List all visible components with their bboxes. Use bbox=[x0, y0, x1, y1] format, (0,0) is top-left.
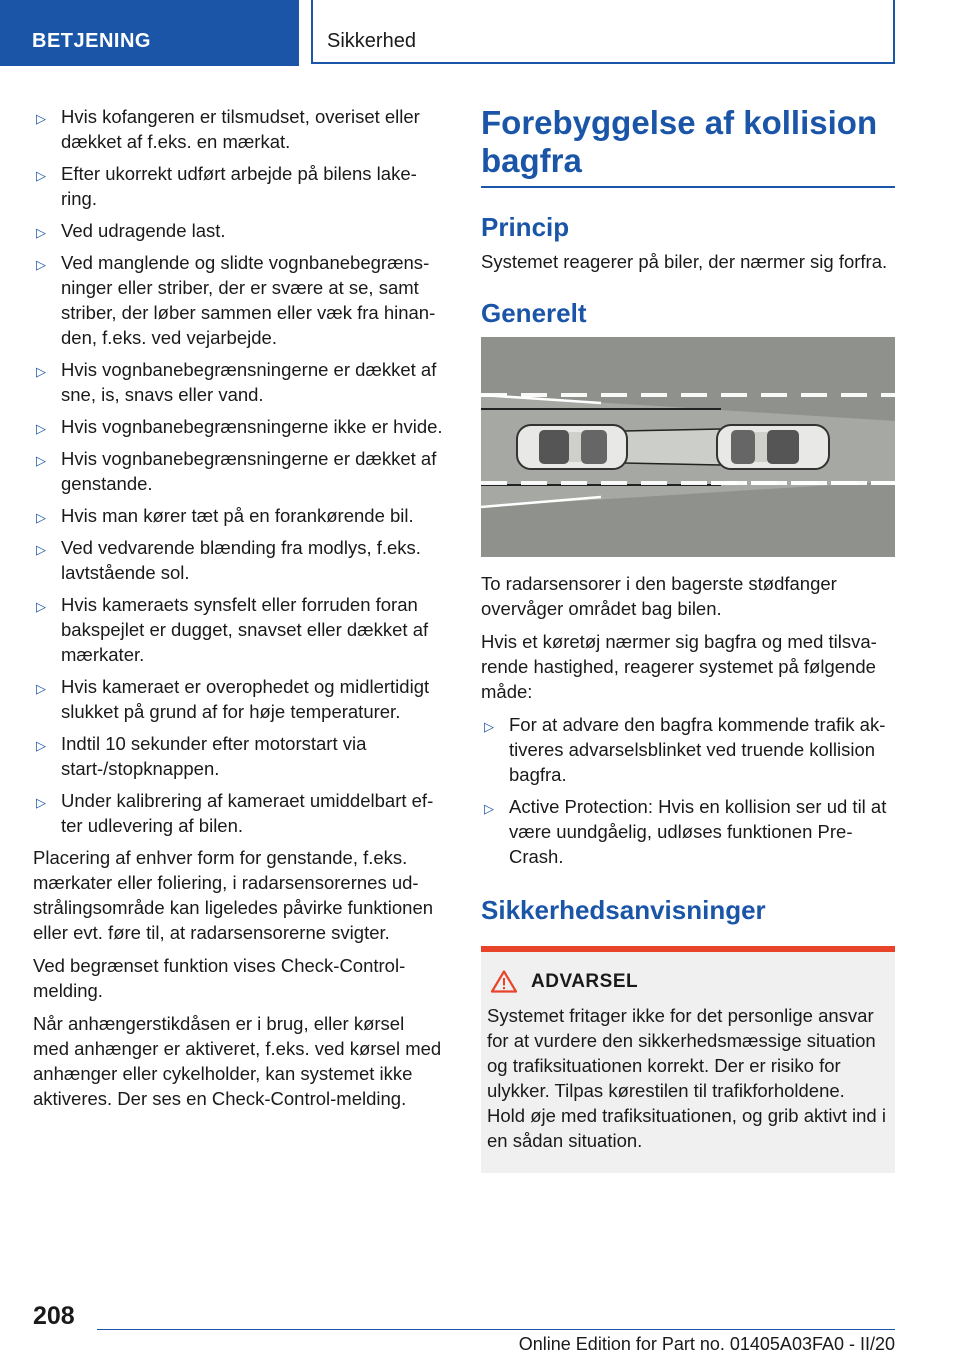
principle-text: Systemet reagerer på biler, der nærmer sig forfra. bbox=[481, 251, 888, 272]
list-item: ▷ Hvis vognbanebegrænsningerne ikke er hvide. bbox=[33, 414, 445, 439]
list-item: ▷ Ved vedvarende blænding fra modlys, f.eks. lavtstående sol. bbox=[36, 537, 421, 583]
warning-text: Systemet fritager ikke for det personlige ansvar for at vurdere den sikkerhedsmæssige situation og trafiksituationen korrekt. Der er risiko for ulykker. Tilpas kørestilen til trafikforholdene. Hold øje med trafiksituationen, og grib aktivt ind i en sådan situation. bbox=[487, 1005, 886, 1151]
list-item: ▷ Active Protection: Hvis en kollision ser ud til at være uundgåelig, udløses funktionen Pre-Crash. bbox=[484, 796, 887, 867]
list-item: ▷ Indtil 10 sekunder efter motorstart via start-/stopknappen. bbox=[36, 733, 367, 779]
safety-heading: Sikkerhedsanvisninger bbox=[481, 895, 766, 925]
triangle-bullet-icon: ▷ bbox=[36, 453, 46, 468]
list-item: ▷ Hvis kofangeren er tilsmudset, overiset eller dækket af f.eks. en mærkat. bbox=[36, 106, 420, 152]
list-item: ▷ Efter ukorrekt udført arbejde på bilens lakering. bbox=[36, 163, 417, 209]
footer-edition: Online Edition for Part no. 01405A03FA0 - II/20 bbox=[518, 1334, 895, 1354]
section-title: Forebyggelse af kollision bagfra bbox=[481, 104, 895, 188]
list-item: ▷ Ved udragende last. bbox=[33, 218, 445, 243]
triangle-bullet-icon: ▷ bbox=[484, 801, 494, 816]
list-item: ▷ Ved manglende og slidte vognbanebegrænsninger eller striber, der er svære at se, samt striber, der løber sammen eller væk fra hinanden, f.eks. ved vejarbejde. bbox=[36, 252, 436, 348]
list-item: ▷ Hvis kameraets synsfelt eller forruden foran bakspejlet er dugget, snavset eller dækket af mærkater. bbox=[36, 594, 429, 665]
footer-divider bbox=[97, 1329, 895, 1330]
list-item: ▷ Hvis kameraet er overophedet og midlertidigt slukket på grund af for høje temperaturer. bbox=[36, 676, 430, 722]
chapter-tab[interactable]: Sikkerhed bbox=[311, 0, 895, 64]
warning-triangle-icon bbox=[491, 970, 517, 993]
list-item: ▷ Under kalibrering af kameraet umiddelbart efter udlevering af bilen. bbox=[36, 790, 434, 836]
list-item: ▷ Hvis man kører tæt på en forankørende bil. bbox=[33, 503, 445, 528]
body-paragraph: Når anhængerstikdåsen er i brug, eller kørsel med anhænger er aktiveret, f.eks. ved kørsel med anhænger eller cykelholder, kan systemet ikke aktiveres. Der ses en Check-Control-melding. bbox=[33, 1013, 442, 1109]
triangle-bullet-icon: ▷ bbox=[36, 510, 46, 525]
limitations-list bbox=[33, 104, 445, 838]
radar-illustration bbox=[481, 337, 895, 557]
list-item: ▷ Hvis vognbanebegrænsningerne er dækket af sne, is, snavs eller vand. bbox=[36, 359, 437, 405]
list-item: ▷ For at advare den bagfra kommende trafik aktiveres advarselsblinket ved truende kollision bagfra. bbox=[484, 714, 886, 785]
warning-header bbox=[487, 970, 887, 993]
principle-heading: Princip bbox=[481, 212, 570, 242]
triangle-bullet-icon: ▷ bbox=[36, 111, 46, 126]
body-paragraph: Hvis et køretøj nærmer sig bagfra og med tilsvarende hastighed, reagerer systemet på følgende måde: bbox=[481, 631, 877, 702]
triangle-bullet-icon: ▷ bbox=[36, 168, 46, 183]
page-number: 208 bbox=[33, 1302, 75, 1330]
body-paragraph: To radarsensorer i den bagerste stødfanger overvåger området bag bilen. bbox=[481, 573, 837, 619]
triangle-bullet-icon: ▷ bbox=[36, 421, 46, 436]
triangle-bullet-icon: ▷ bbox=[36, 681, 46, 696]
triangle-bullet-icon: ▷ bbox=[36, 542, 46, 557]
list-item: ▷ Hvis vognbanebegrænsningerne er dækket af genstande. bbox=[36, 448, 437, 494]
page-header bbox=[0, 0, 960, 66]
warning-box bbox=[481, 946, 895, 1173]
rear-car-icon bbox=[517, 425, 627, 469]
triangle-bullet-icon: ▷ bbox=[36, 225, 46, 240]
triangle-bullet-icon: ▷ bbox=[36, 738, 46, 753]
triangle-bullet-icon: ▷ bbox=[36, 599, 46, 614]
section-tab[interactable]: BETJENING bbox=[0, 0, 299, 66]
triangle-bullet-icon: ▷ bbox=[36, 257, 46, 272]
body-paragraph: Ved begrænset funktion vises Check-Control-melding. bbox=[33, 955, 406, 1001]
warning-title: ADVARSEL bbox=[531, 970, 639, 992]
triangle-bullet-icon: ▷ bbox=[484, 719, 494, 734]
reaction-list bbox=[481, 712, 895, 869]
left-column bbox=[33, 104, 445, 1119]
right-column bbox=[481, 104, 895, 1173]
triangle-bullet-icon: ▷ bbox=[36, 364, 46, 379]
body-paragraph: Placering af enhver form for genstande, f.eks. mærkater eller foliering, i radarsensorernes udstrålingsområde kan ligeledes påvirke funktionen eller evt. føre til, at radarsensorerne svigter. bbox=[33, 847, 434, 943]
front-car-icon bbox=[717, 425, 829, 469]
general-heading: Generelt bbox=[481, 298, 587, 328]
triangle-bullet-icon: ▷ bbox=[36, 795, 46, 810]
